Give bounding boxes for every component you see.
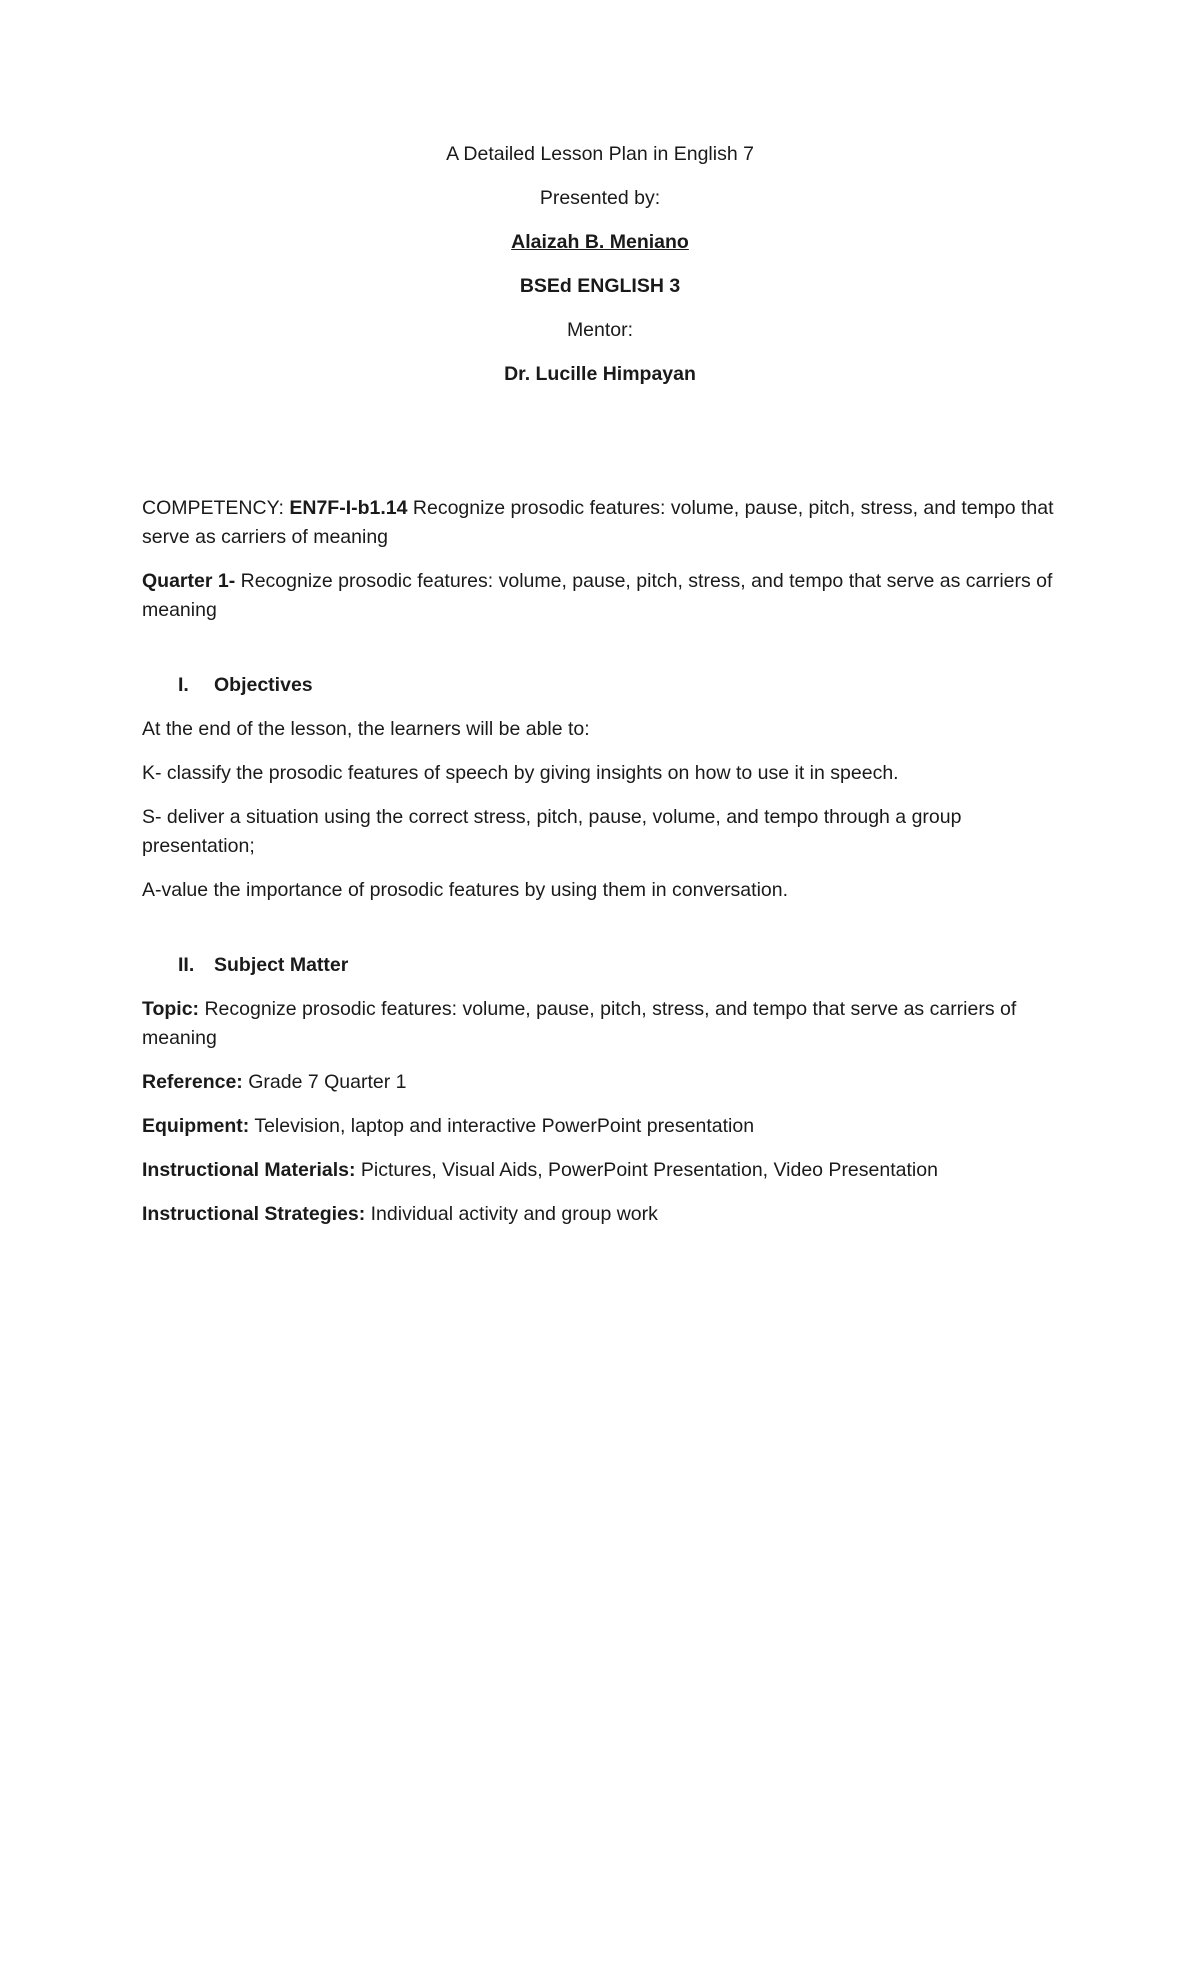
competency-paragraph <box>142 494 1062 552</box>
field-label: Instructional Strategies: <box>142 1203 366 1225</box>
document-title: A Detailed Lesson Plan in English 7 <box>446 143 754 165</box>
field-value: Television, laptop and interactive PowerPoint presentation <box>254 1115 755 1137</box>
quarter-label: Quarter 1- <box>142 570 236 592</box>
field-label: Instructional Materials: <box>142 1159 356 1181</box>
presented-by-label: Presented by: <box>539 187 661 209</box>
field-label: Topic: <box>142 998 200 1020</box>
field-label: Equipment: <box>142 1115 250 1137</box>
competency-code: EN7F-I-b1.14 <box>289 497 408 519</box>
objective-item: S- deliver a situation using the correct stress, pitch, pause, volume, and tempo through a group presentation; <box>142 806 962 857</box>
subject-matter-numeral: II. <box>178 954 195 976</box>
subject-matter-title: Subject Matter <box>214 954 349 976</box>
subject-field-strategies <box>142 1200 1062 1229</box>
field-value: Pictures, Visual Aids, PowerPoint Presentation, Video Presentation <box>360 1159 938 1181</box>
mentor-label: Mentor: <box>566 319 634 341</box>
subject-field-topic <box>142 995 1062 1053</box>
objectives-heading <box>142 671 1062 700</box>
subject-matter-heading <box>142 951 1062 980</box>
objectives-intro: At the end of the lesson, the learners will be able to: <box>142 718 590 740</box>
document-header <box>0 140 1200 404</box>
field-value: Individual activity and group work <box>370 1203 658 1225</box>
quarter-text: Recognize prosodic features: volume, pause, pitch, stress, and tempo that serve as carriers of meaning <box>142 570 1053 621</box>
quarter-paragraph <box>142 567 1062 625</box>
objectives-numeral: I. <box>178 674 189 696</box>
course-name: BSEd ENGLISH 3 <box>519 275 681 297</box>
field-label: Reference: <box>142 1071 243 1093</box>
presenter-name: Alaizah B. Meniano <box>511 231 689 253</box>
mentor-name: Dr. Lucille Himpayan <box>504 363 696 385</box>
objectives-title: Objectives <box>214 674 313 696</box>
field-value: Grade 7 Quarter 1 <box>248 1071 407 1093</box>
subject-field-reference <box>142 1068 1062 1097</box>
competency-text: Recognize prosodic features: volume, pause, pitch, stress, and tempo that serve as carriers of meaning <box>142 497 1054 548</box>
document-body <box>142 494 1062 1244</box>
subject-field-equipment <box>142 1112 1062 1141</box>
competency-label: COMPETENCY: <box>142 497 284 519</box>
field-value: Recognize prosodic features: volume, pause, pitch, stress, and tempo that serve as carriers of meaning <box>142 998 1017 1049</box>
objective-item: K- classify the prosodic features of speech by giving insights on how to use it in speech. <box>142 762 899 784</box>
objective-item: A-value the importance of prosodic features by using them in conversation. <box>142 879 789 901</box>
subject-field-materials <box>142 1156 1062 1185</box>
